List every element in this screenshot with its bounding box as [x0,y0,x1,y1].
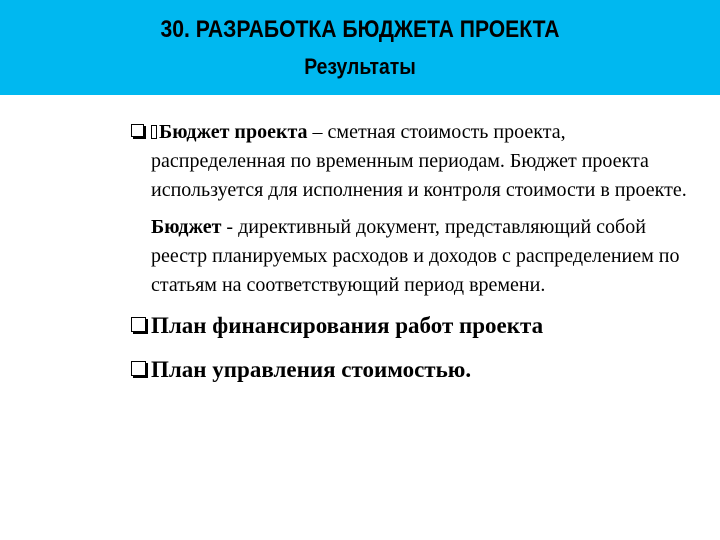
slide-title: 30. РАЗРАБОТКА БЮДЖЕТА ПРОЕКТА [160,16,560,43]
bullet-item-financing-plan [131,310,691,342]
slide-content [131,118,691,386]
slide-header [0,0,720,95]
cost-management-plan-label: План управления стоимостью. [151,357,472,382]
missing-glyph-icon [151,125,157,139]
bullet-item-cost-management-plan [131,354,691,386]
term-budget-project: Бюджет проекта [159,121,308,143]
slide-subtitle: Результаты [304,54,416,79]
definition-budget: - директивный документ, представляющий собой реестр планируемых расходов и доходов с распределением по статьям на соответствующий период времени. [151,216,680,296]
square-bullet-icon [131,124,144,137]
term-budget: Бюджет [151,216,222,238]
square-bullet-icon [131,317,146,332]
paragraph-budget-definition [131,213,691,300]
definition-budget-project: – сметная стоимость проекта, распределенная по временным периодам. Бюджет проекта используется для исполнения и контроля стоимости в проекте. [151,121,687,201]
square-bullet-icon [131,361,146,376]
bullet-item-budget [131,118,691,205]
financing-plan-label: План финансирования работ проекта [151,313,544,338]
